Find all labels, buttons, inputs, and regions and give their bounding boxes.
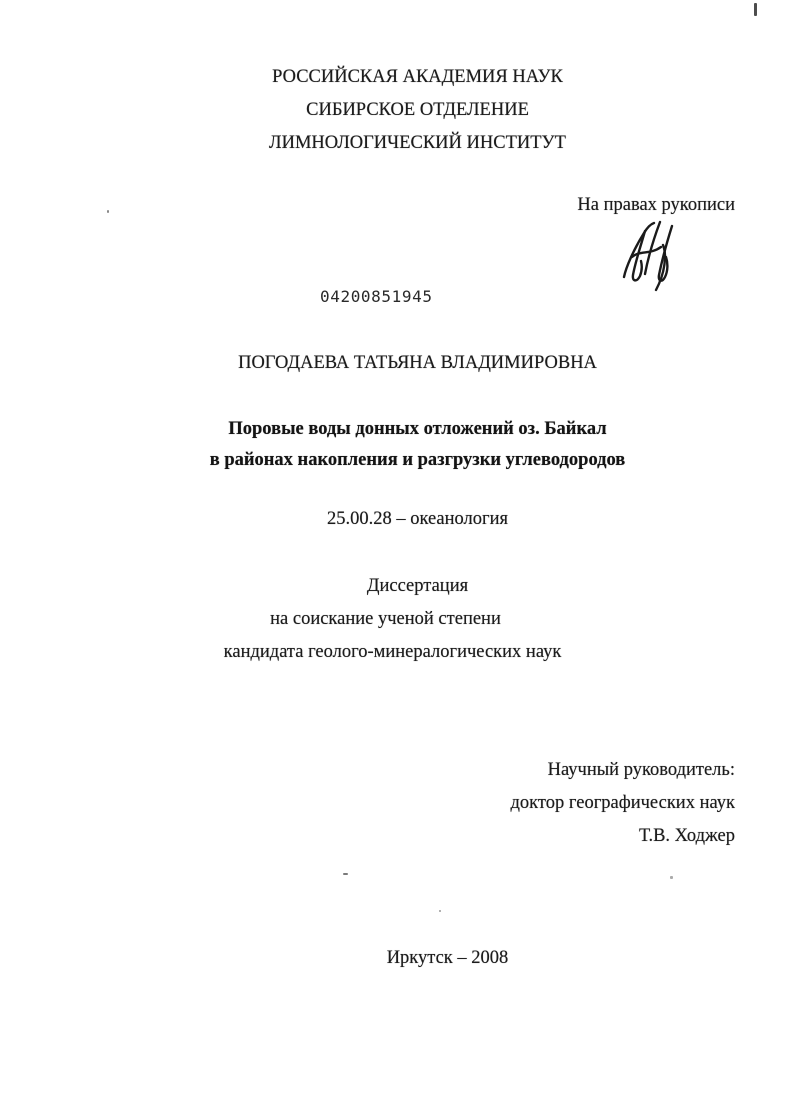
registration-number: 04200851945	[320, 287, 433, 306]
imprint-city-year: Иркутск – 2008	[386, 948, 509, 968]
institution-branch: СИБИРСКОЕ ОТДЕЛЕНИЕ	[306, 100, 529, 120]
author-name: ПОГОДАЕВА ТАТЬЯНА ВЛАДИМИРОВНА	[238, 353, 597, 373]
supervisor-heading: Научный руководитель:	[547, 760, 735, 780]
handwritten-signature-icon	[611, 217, 693, 295]
supervisor-name: Т.В. Ходжер	[639, 826, 735, 846]
degree-line-pursuit: на соискание ученой степени	[270, 609, 501, 629]
scan-artifact-tick	[754, 3, 757, 16]
scan-speck	[439, 910, 441, 912]
manuscript-note: На правах рукописи	[577, 195, 735, 215]
degree-line-dissertation: Диссертация	[366, 576, 469, 596]
scan-speck	[670, 876, 673, 879]
institution-academy: РОССИЙСКАЯ АКАДЕМИЯ НАУК	[272, 67, 563, 87]
institution-institute: ЛИМНОЛОГИЧЕСКИЙ ИНСТИТУТ	[269, 133, 566, 153]
scan-speck	[343, 873, 348, 875]
dissertation-title-line-1: Поровые воды донных отложений оз. Байкал	[228, 419, 607, 439]
dissertation-title-line-2: в районах накопления и разгрузки углеводородов	[209, 450, 626, 470]
specialty-code: 25.00.28 – океанология	[326, 509, 509, 529]
degree-line-candidate: кандидата геолого-минералогических наук	[223, 642, 562, 662]
supervisor-degree: доктор географических наук	[510, 793, 735, 813]
